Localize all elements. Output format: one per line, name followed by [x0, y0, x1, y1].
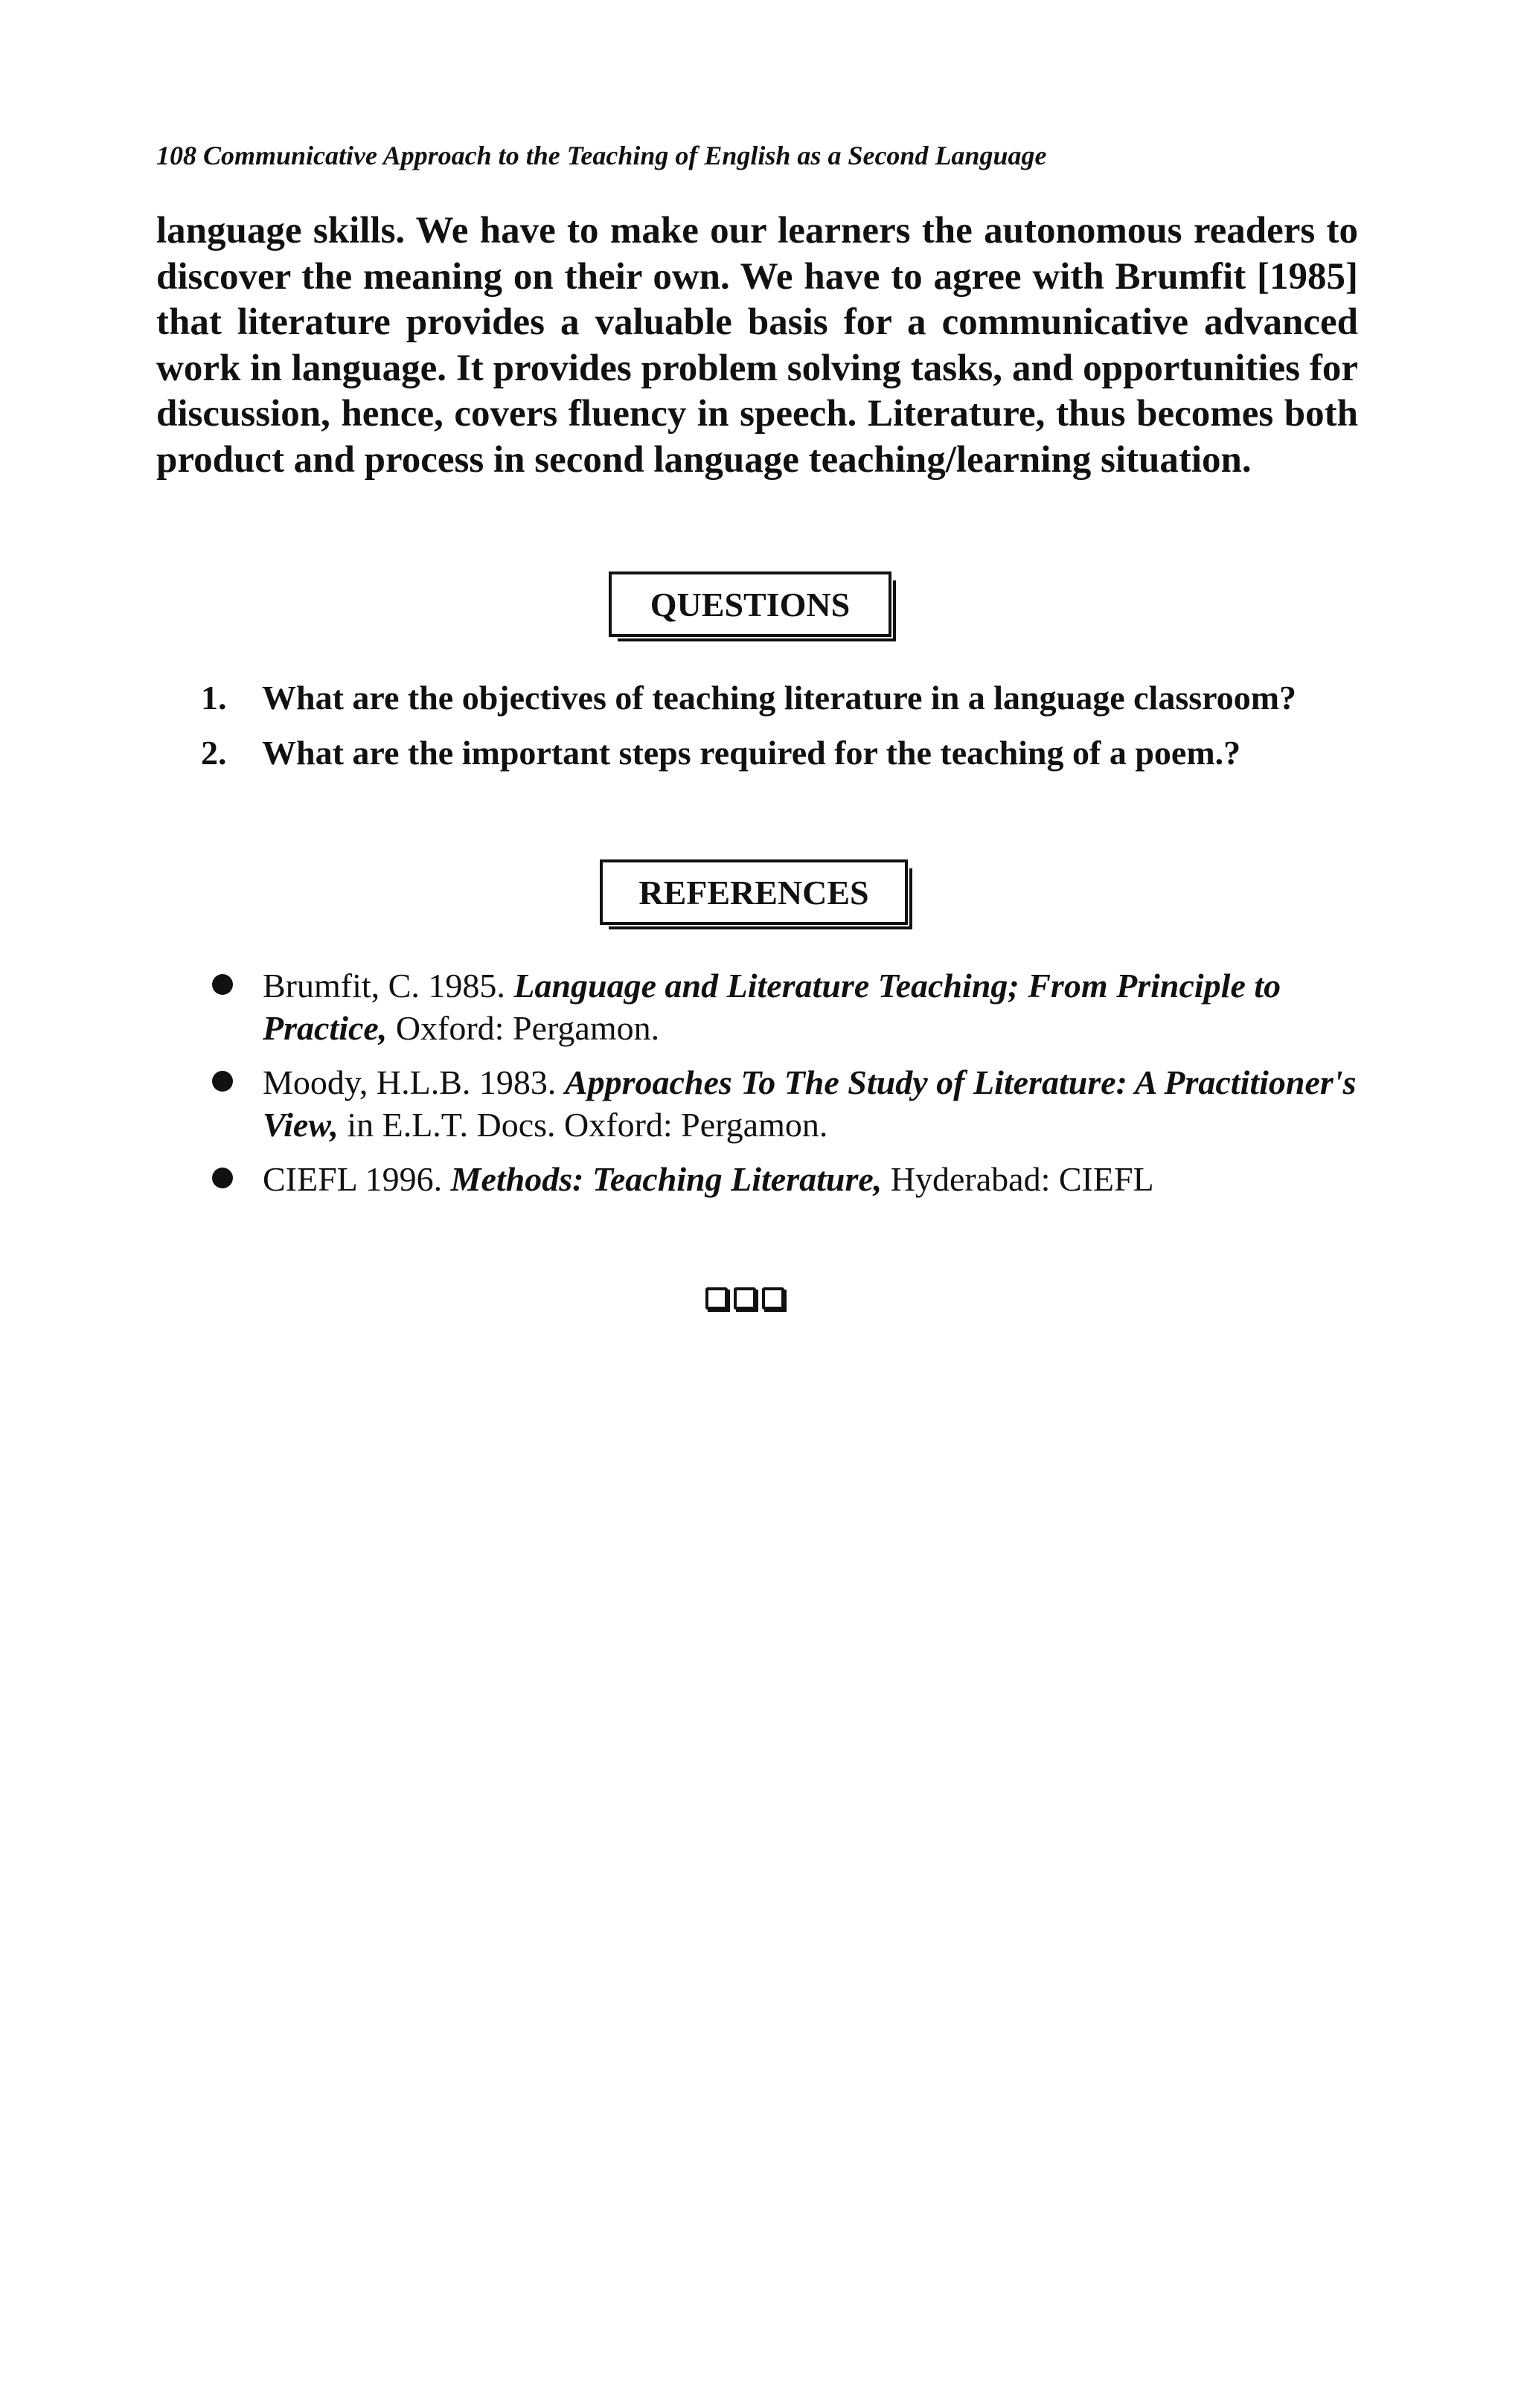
- question-item: [201, 732, 1358, 774]
- reference-item: [212, 964, 1358, 1049]
- running-header: 108 Communicative Approach to the Teaching of English as a Second Language: [156, 141, 1047, 170]
- bullet-icon: [212, 1071, 233, 1092]
- reference-item: [212, 1158, 1358, 1200]
- reference-publisher: Hyderabad: CIEFL: [882, 1160, 1154, 1198]
- questions-heading-label: QUESTIONS: [650, 585, 851, 624]
- question-number: 2.: [201, 734, 227, 772]
- square-icon: [705, 1287, 728, 1310]
- question-number: 1.: [201, 679, 227, 717]
- bullet-icon: [212, 1168, 233, 1188]
- bullet-icon: [212, 974, 233, 995]
- reference-title: Approaches To The Study of Literature: A Practitioner's View,: [263, 1063, 1357, 1144]
- references-heading: [600, 859, 908, 925]
- end-of-chapter-icon: [705, 1287, 784, 1310]
- reference-title: Methods: Teaching Literature,: [450, 1160, 883, 1198]
- reference-author: CIEFL 1996.: [263, 1160, 451, 1198]
- references-list: [212, 964, 1358, 1212]
- question-item: [201, 677, 1358, 719]
- reference-item: [212, 1061, 1358, 1146]
- references-heading-label: REFERENCES: [638, 873, 869, 912]
- square-icon: [734, 1287, 756, 1310]
- reference-title: Language and Literature Teaching; From Principle to Practice,: [263, 967, 1281, 1047]
- question-text: What are the objectives of teaching literature in a language classroom?: [262, 679, 1297, 717]
- question-text: What are the important steps required for the teaching of a poem.?: [262, 734, 1241, 772]
- reference-author: Brumfit, C. 1985.: [263, 967, 514, 1005]
- questions-list: [201, 677, 1358, 787]
- questions-heading: [609, 571, 891, 637]
- reference-publisher: in E.L.T. Docs. Oxford: Pergamon.: [338, 1106, 828, 1144]
- reference-publisher: Oxford: Pergamon.: [387, 1009, 660, 1047]
- reference-author: Moody, H.L.B. 1983.: [263, 1063, 565, 1101]
- square-icon: [762, 1287, 784, 1310]
- body-paragraph: language skills. We have to make our learners the autonomous readers to discover the meaning on their own. We have to agree with Brumfit [1985] that literature provides a valuable basis for a communicative advanced work in language. It provides problem solving tasks, and opportunities for discussion, hence, covers fluency in speech. Literature, thus becomes both product and process in second language teaching/learning situation.: [156, 210, 1358, 481]
